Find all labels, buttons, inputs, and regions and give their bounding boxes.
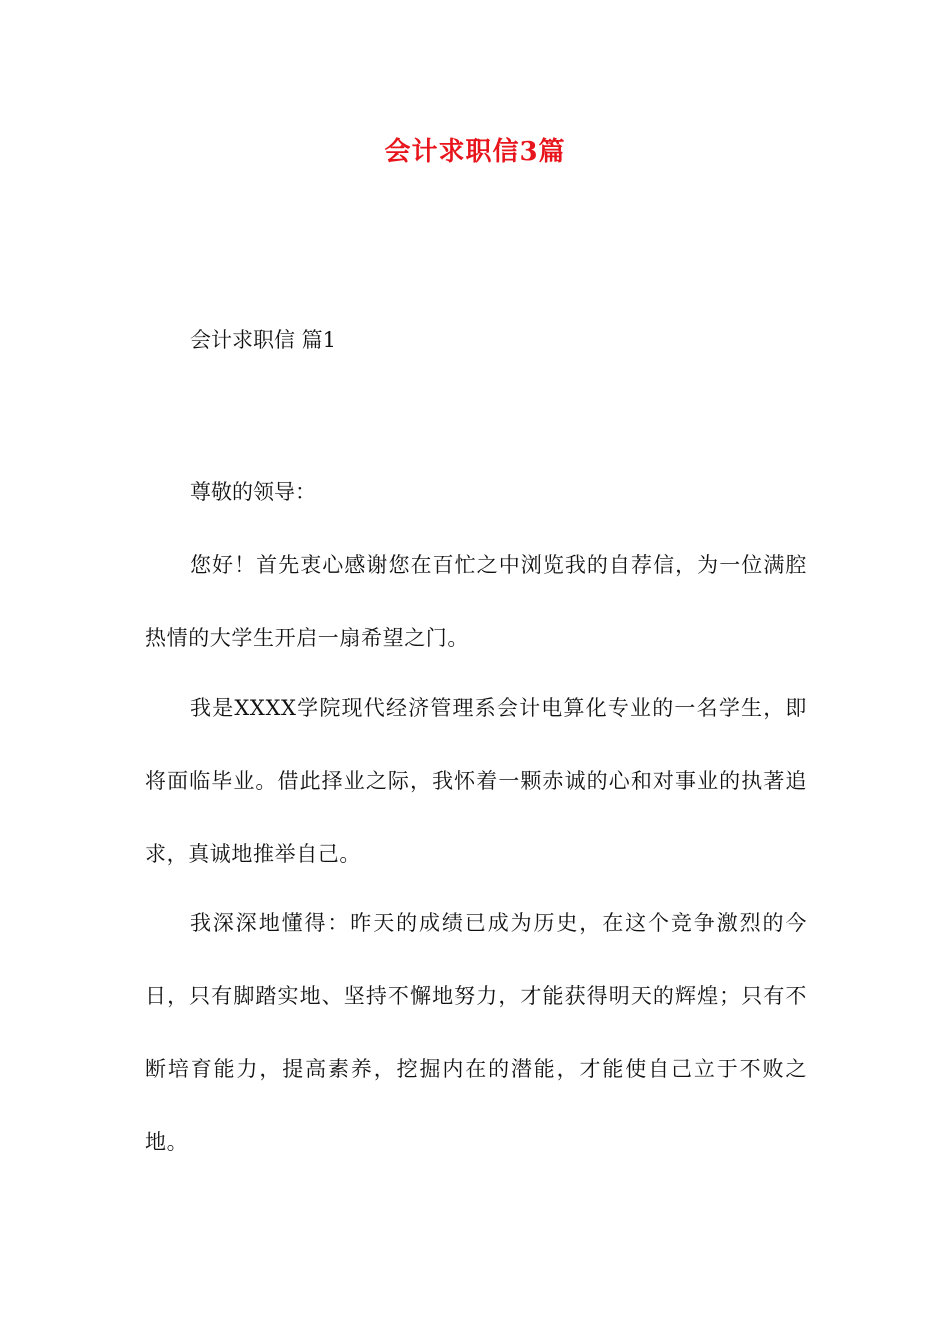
paragraph-greeting: 您好！首先衷心感谢您在百忙之中浏览我的自荐信，为一位满腔热情的大学生开启一扇希望之门。 [145, 553, 807, 650]
salutation: 尊敬的领导： [190, 480, 316, 504]
section-heading: 会计求职信 篇1 [190, 328, 337, 352]
paragraph-motivation: 我深深地懂得：昨天的成绩已成为历史，在这个竞争激烈的今日，只有脚踏实地、坚持不懈地努力，才能获得明天的辉煌；只有不断培育能力，提高素养，挖掘内在的潜能，才能使自己立于不败之地。 [145, 911, 807, 1154]
paragraph-introduction: 我是XXXX学院现代经济管理系会计电算化专业的一名学生，即将面临毕业。借此择业之际，我怀着一颗赤诚的心和对事业的执著追求，真诚地推举自己。 [145, 696, 807, 866]
document-title: 会计求职信3篇 [384, 137, 566, 167]
